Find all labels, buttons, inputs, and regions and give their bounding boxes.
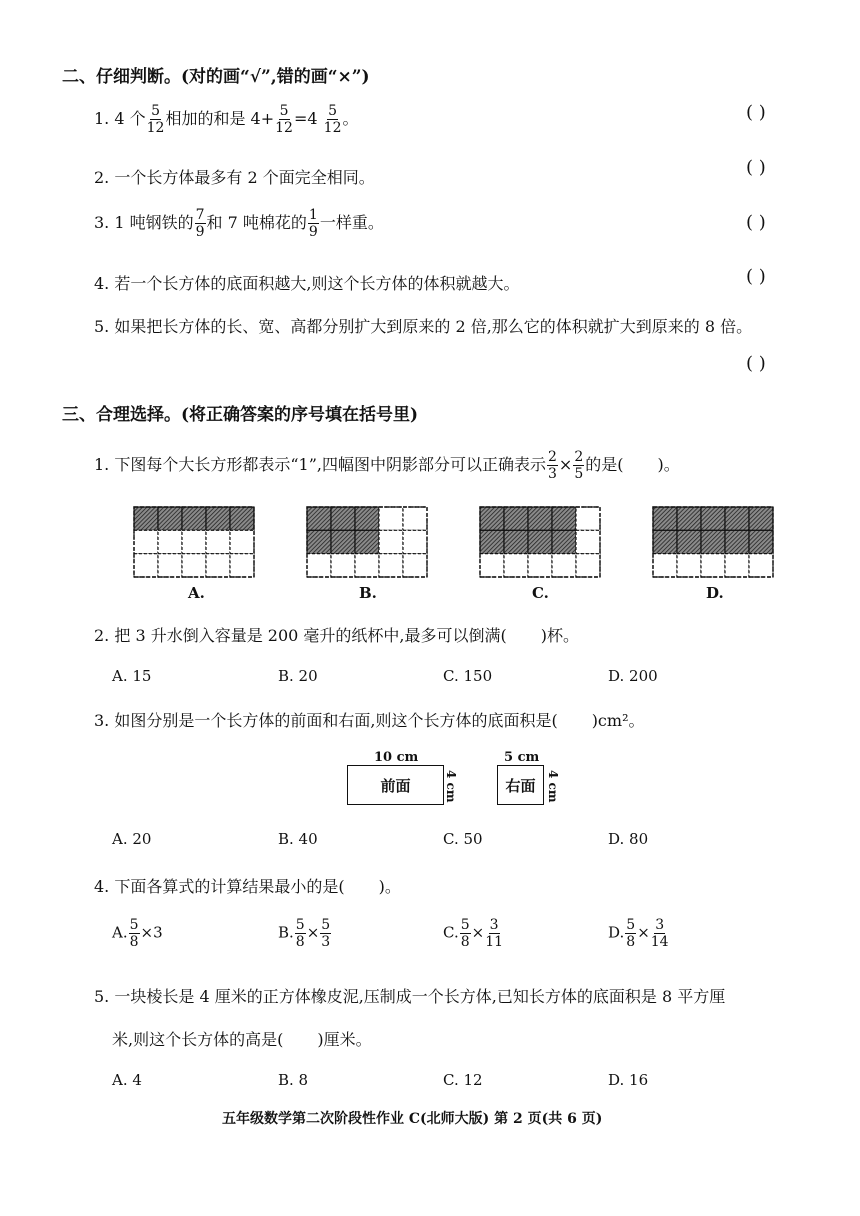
shaded-cell <box>504 507 528 530</box>
grid-cell <box>134 554 158 577</box>
answer-paren-2[interactable]: ( ) <box>746 157 766 178</box>
answer-paren-4[interactable]: ( ) <box>746 266 766 287</box>
operator: × <box>637 923 650 942</box>
option-letter: A. <box>112 923 128 942</box>
fraction: $\frac{1}{9}$ <box>308 207 318 240</box>
grid-cell <box>552 554 576 577</box>
front-top-dim: 10 cm <box>374 750 419 765</box>
right-top-dim: 5 cm <box>504 750 540 765</box>
grid-cell <box>230 530 254 553</box>
shaded-cell <box>725 507 749 530</box>
q1-end: )。 <box>657 455 680 474</box>
judge-item-5: 5. 如果把长方体的长、宽、高都分别扩大到原来的 2 倍,那么它的体积就扩大到原来的 8 倍。 <box>94 317 753 336</box>
grid-cell <box>206 530 230 553</box>
choice-q2 <box>94 623 579 646</box>
q3-option-d[interactable]: D. 80 <box>608 830 649 848</box>
fraction: $\frac{2}{5}$ <box>574 449 584 482</box>
grid-cell <box>331 554 355 577</box>
shaded-cell <box>701 530 725 553</box>
q5-option-a[interactable]: A. 4 <box>112 1071 142 1089</box>
grid-cell <box>403 554 427 577</box>
q2-option-a[interactable]: A. 15 <box>112 667 152 685</box>
fraction: $\frac{2}{3}$ <box>547 449 557 482</box>
fraction: $\frac{5}{8}$ <box>626 917 636 950</box>
grid-cell <box>725 554 749 577</box>
shaded-cell <box>230 507 254 530</box>
shaded-cell <box>552 507 576 530</box>
q4-option-a[interactable] <box>112 918 163 949</box>
shaded-cell <box>504 530 528 553</box>
q4-option-d[interactable] <box>608 918 670 949</box>
item1-mid: 相加的和是 4+ <box>165 109 275 128</box>
shaded-cell <box>528 507 552 530</box>
q2-pre: 2. 把 3 升水倒入容量是 200 毫升的纸杯中,最多可以倒满( <box>94 626 507 645</box>
grid-cell <box>403 507 427 530</box>
shaded-cell <box>677 530 701 553</box>
answer-paren-5[interactable]: ( ) <box>746 353 766 374</box>
front-face-label: 前面 <box>380 776 411 795</box>
right-face <box>497 765 544 805</box>
shaded-cell <box>134 507 158 530</box>
grid-cell <box>158 554 182 577</box>
times-sign: × <box>558 455 573 474</box>
front-side-dim: 4 cm <box>444 770 458 803</box>
fraction: $\frac{5}{8}$ <box>295 917 305 950</box>
shaded-cell <box>528 530 552 553</box>
judge-item-4: 4. 若一个长方体的底面积越大,则这个长方体的体积就越大。 <box>94 274 520 293</box>
grid-option-c[interactable] <box>480 507 600 577</box>
operator: × <box>306 923 320 942</box>
item3-pre: 3. 1 吨钢铁的 <box>94 213 194 232</box>
q1-pre: 1. 下图每个大长方形都表示“1”,四幅图中阴影部分可以正确表示 <box>94 455 546 474</box>
shaded-cell <box>206 507 230 530</box>
q5-option-c[interactable]: C. 12 <box>443 1071 483 1089</box>
grid-cell <box>576 530 600 553</box>
grid-cell <box>379 554 403 577</box>
item1-pre: 1. 4 个 <box>94 109 146 128</box>
shaded-cell <box>677 507 701 530</box>
grid-cell <box>528 554 552 577</box>
grid-option-a[interactable] <box>134 507 254 577</box>
q4-option-b[interactable] <box>278 918 332 949</box>
grid-label-a: A. <box>188 584 205 602</box>
answer-paren-1[interactable]: ( ) <box>746 102 766 123</box>
shaded-cell <box>653 507 677 530</box>
grid-cell <box>379 507 403 530</box>
fraction: $\frac{5}{12}$ <box>146 103 165 136</box>
shaded-cell <box>158 507 182 530</box>
shaded-cell <box>331 507 355 530</box>
fraction: $\frac{3}{14}$ <box>650 917 669 950</box>
shaded-cell <box>552 530 576 553</box>
grid-cell <box>134 530 158 553</box>
shaded-cell <box>480 507 504 530</box>
q4-option-c[interactable] <box>443 918 504 949</box>
fraction: $\frac{7}{9}$ <box>195 207 205 240</box>
judge-item-2: 2. 一个长方体最多有 2 个面完全相同。 <box>94 168 375 187</box>
grid-cell <box>158 530 182 553</box>
grid-cell <box>182 530 206 553</box>
grid-cell <box>504 554 528 577</box>
front-face <box>347 765 444 805</box>
q3-option-c[interactable]: C. 50 <box>443 830 483 848</box>
fraction: $\frac{5}{3}$ <box>321 917 331 950</box>
q5-option-b[interactable]: B. 8 <box>278 1071 309 1089</box>
q2-option-c[interactable]: C. 150 <box>443 667 493 685</box>
grid-cell <box>403 530 427 553</box>
option-letter: C. <box>443 923 459 942</box>
page-footer: 五年级数学第二次阶段性作业 C(北师大版) 第 2 页(共 6 页) <box>222 1111 603 1127</box>
grid-cell <box>576 554 600 577</box>
option-letter: D. <box>608 923 625 942</box>
q5-option-d[interactable]: D. 16 <box>608 1071 649 1089</box>
shaded-cell <box>749 507 773 530</box>
section3-title: 三、合理选择。(将正确答案的序号填在括号里) <box>62 405 419 425</box>
item3-mid: 和 7 吨棉花的 <box>206 213 307 232</box>
grid-cell <box>653 554 677 577</box>
answer-paren-3[interactable]: ( ) <box>746 212 766 233</box>
choice-q5-line2 <box>112 1027 372 1050</box>
operator: ×3 <box>140 923 163 942</box>
shaded-cell <box>307 530 331 553</box>
shaded-cell <box>749 530 773 553</box>
q5-post: )厘米。 <box>317 1030 372 1049</box>
option-letter: B. <box>278 923 294 942</box>
right-face-label: 右面 <box>505 776 536 795</box>
grid-option-d[interactable] <box>653 507 773 577</box>
q4-pre: 4. 下面各算式的计算结果最小的是( <box>94 877 345 896</box>
right-side-dim: 4 cm <box>546 770 560 803</box>
grid-cell <box>379 530 403 553</box>
operator: × <box>471 923 485 942</box>
fraction: $\frac{5}{12}$ <box>275 103 293 136</box>
section2-title: 二、仔细判断。(对的画“√”,错的画“×”) <box>62 67 370 87</box>
fraction: $\frac{5}{8}$ <box>460 917 470 950</box>
q4-post: )。 <box>378 877 401 896</box>
q3-option-a[interactable]: A. 20 <box>112 830 152 848</box>
grid-cell <box>307 554 331 577</box>
grid-cell <box>749 554 773 577</box>
grid-cell <box>182 554 206 577</box>
grid-cell <box>206 554 230 577</box>
q3-pre: 3. 如图分别是一个长方体的前面和右面,则这个长方体的底面积是( <box>94 711 558 730</box>
shaded-cell <box>355 530 379 553</box>
choice-q4 <box>94 874 401 897</box>
item3-post: 一样重。 <box>319 213 384 232</box>
shaded-cell <box>355 507 379 530</box>
shaded-cell <box>725 530 749 553</box>
grid-cell <box>677 554 701 577</box>
grid-label-c: C. <box>532 584 549 602</box>
item1-post: 。 <box>342 109 359 128</box>
q2-option-d[interactable]: D. 200 <box>608 667 658 685</box>
fraction: $\frac{5}{8}$ <box>129 917 139 950</box>
shaded-cell <box>653 530 677 553</box>
q1-post: 的是( <box>585 455 624 474</box>
item1-mid2: =4 <box>293 109 318 128</box>
shaded-cell <box>182 507 206 530</box>
q3-post: )cm²。 <box>591 711 645 730</box>
q2-post: )杯。 <box>540 626 579 645</box>
grid-label-b: B. <box>359 584 377 602</box>
shaded-cell <box>701 507 725 530</box>
grid-cell <box>480 554 504 577</box>
q2-option-b[interactable]: B. 20 <box>278 667 318 685</box>
fraction: $\frac{3}{11}$ <box>485 917 504 950</box>
fraction: $\frac{5}{12}$ <box>323 103 342 136</box>
q5-pre: 米,则这个长方体的高是( <box>112 1030 284 1049</box>
q3-option-b[interactable]: B. 40 <box>278 830 318 848</box>
grid-label-d: D. <box>706 584 724 602</box>
grid-cell <box>576 507 600 530</box>
grid-cell <box>355 554 379 577</box>
choice-q3 <box>94 708 644 731</box>
shaded-cell <box>307 507 331 530</box>
grid-cell <box>230 554 254 577</box>
grid-cell <box>701 554 725 577</box>
choice-q5-line1: 5. 一块棱长是 4 厘米的正方体橡皮泥,压制成一个长方体,已知长方体的底面积是 8 平方厘 <box>94 987 726 1006</box>
shaded-cell <box>480 530 504 553</box>
shaded-cell <box>331 530 355 553</box>
grid-option-b[interactable] <box>307 507 427 577</box>
